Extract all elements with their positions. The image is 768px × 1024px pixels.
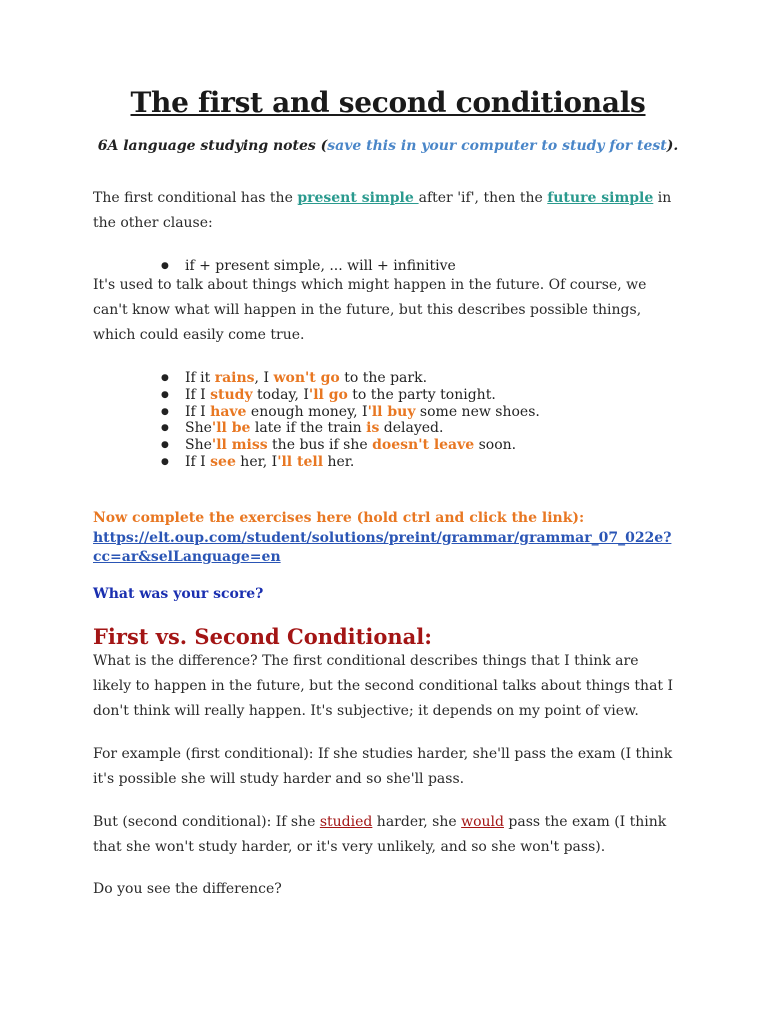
difference-paragraph: What is the difference? The first conditional describes things that I think are likely to happen in the future, but the second conditional talks about things that I don't think will really happen. It's subjective; it depends on my point of view. [93,653,674,719]
example-item [161,387,540,404]
example-second-conditional [93,810,678,860]
structure-bullet: ● if + present simple, ... will + infinitive [161,258,456,275]
example-text: If I [185,403,211,420]
example-highlight: 'll tell [277,453,324,470]
example-text: , I [254,370,274,386]
example-first-conditional: For example (first conditional): If she studies harder, she'll pass the exam (I think it's possible she will study harder and so she'll pass. [93,746,673,787]
subtitle [93,138,683,155]
example-highlight: study [210,386,253,403]
example-item [161,404,540,421]
example-text: If I [185,453,211,470]
example-highlight: 'll go [308,386,348,403]
example-text: to the park. [339,370,428,386]
subtitle-highlight: save this in your computer to study for test [327,138,667,154]
intro-text-2: after 'if', then the [418,190,548,206]
second-text-1: But (second conditional): If she [93,814,320,830]
examples-list [161,370,540,471]
example-highlight: 'll miss [211,437,268,454]
example-highlight: won't go [273,370,340,386]
example-text: She [185,420,212,437]
example-item [161,420,540,437]
example-text: some new shoes. [415,403,540,420]
example-text: her. [323,453,355,470]
subtitle-suffix: ). [666,138,679,154]
exercise-link[interactable]: https://elt.oup.com/student/solutions/preint/grammar/grammar_07_022e?cc=ar&selLanguage=en [93,530,672,565]
section-heading: First vs. Second Conditional: [93,624,432,649]
example-text: If I [185,386,211,403]
would-word: would [461,814,504,830]
page-title: The first and second conditionals [130,86,646,119]
subtitle-prefix: 6A language studying notes ( [97,138,328,154]
example-text: She [185,437,212,454]
usage-paragraph: It's used to talk about things which might happen in the future. Of course, we can't know what will happen in the future, but this describes possible things, which could easily come true. [93,277,647,343]
example-highlight: rains [214,370,255,386]
closing-question: Do you see the difference? [93,881,282,897]
example-item [161,454,540,471]
score-question: What was your score? [93,586,264,602]
future-simple-link[interactable]: future simple [547,190,654,206]
example-item [161,437,540,454]
studied-word: studied [319,814,373,830]
example-text: the bus if she [267,437,373,454]
example-text: If it [185,370,215,386]
example-text: enough money, I [246,403,368,420]
intro-text-1: The first conditional has the [93,190,298,206]
example-highlight: 'll buy [367,403,416,420]
second-text-3: pass the exam (I think that she won't study harder, or it's very unlikely, and so she won't pass). [93,814,667,855]
example-highlight: 'll be [211,420,251,437]
example-text: late if the train [250,420,367,437]
example-highlight: is [366,420,380,437]
example-item [161,370,540,387]
intro-text-3: in the other clause: [93,190,672,231]
present-simple-link[interactable]: present simple [297,190,419,206]
example-highlight: see [210,453,236,470]
example-highlight: have [210,403,247,420]
second-text-2: harder, she [372,814,462,830]
example-highlight: doesn't leave [372,437,475,454]
example-text: to the party tonight. [347,386,496,403]
example-text: her, I [235,453,278,470]
example-text: delayed. [379,420,444,437]
example-text: soon. [474,437,517,454]
exercise-prompt: Now complete the exercises here (hold ctrl and click the link): [93,510,585,526]
example-text: today, I [252,386,309,403]
first-conditional-intro [93,186,678,236]
